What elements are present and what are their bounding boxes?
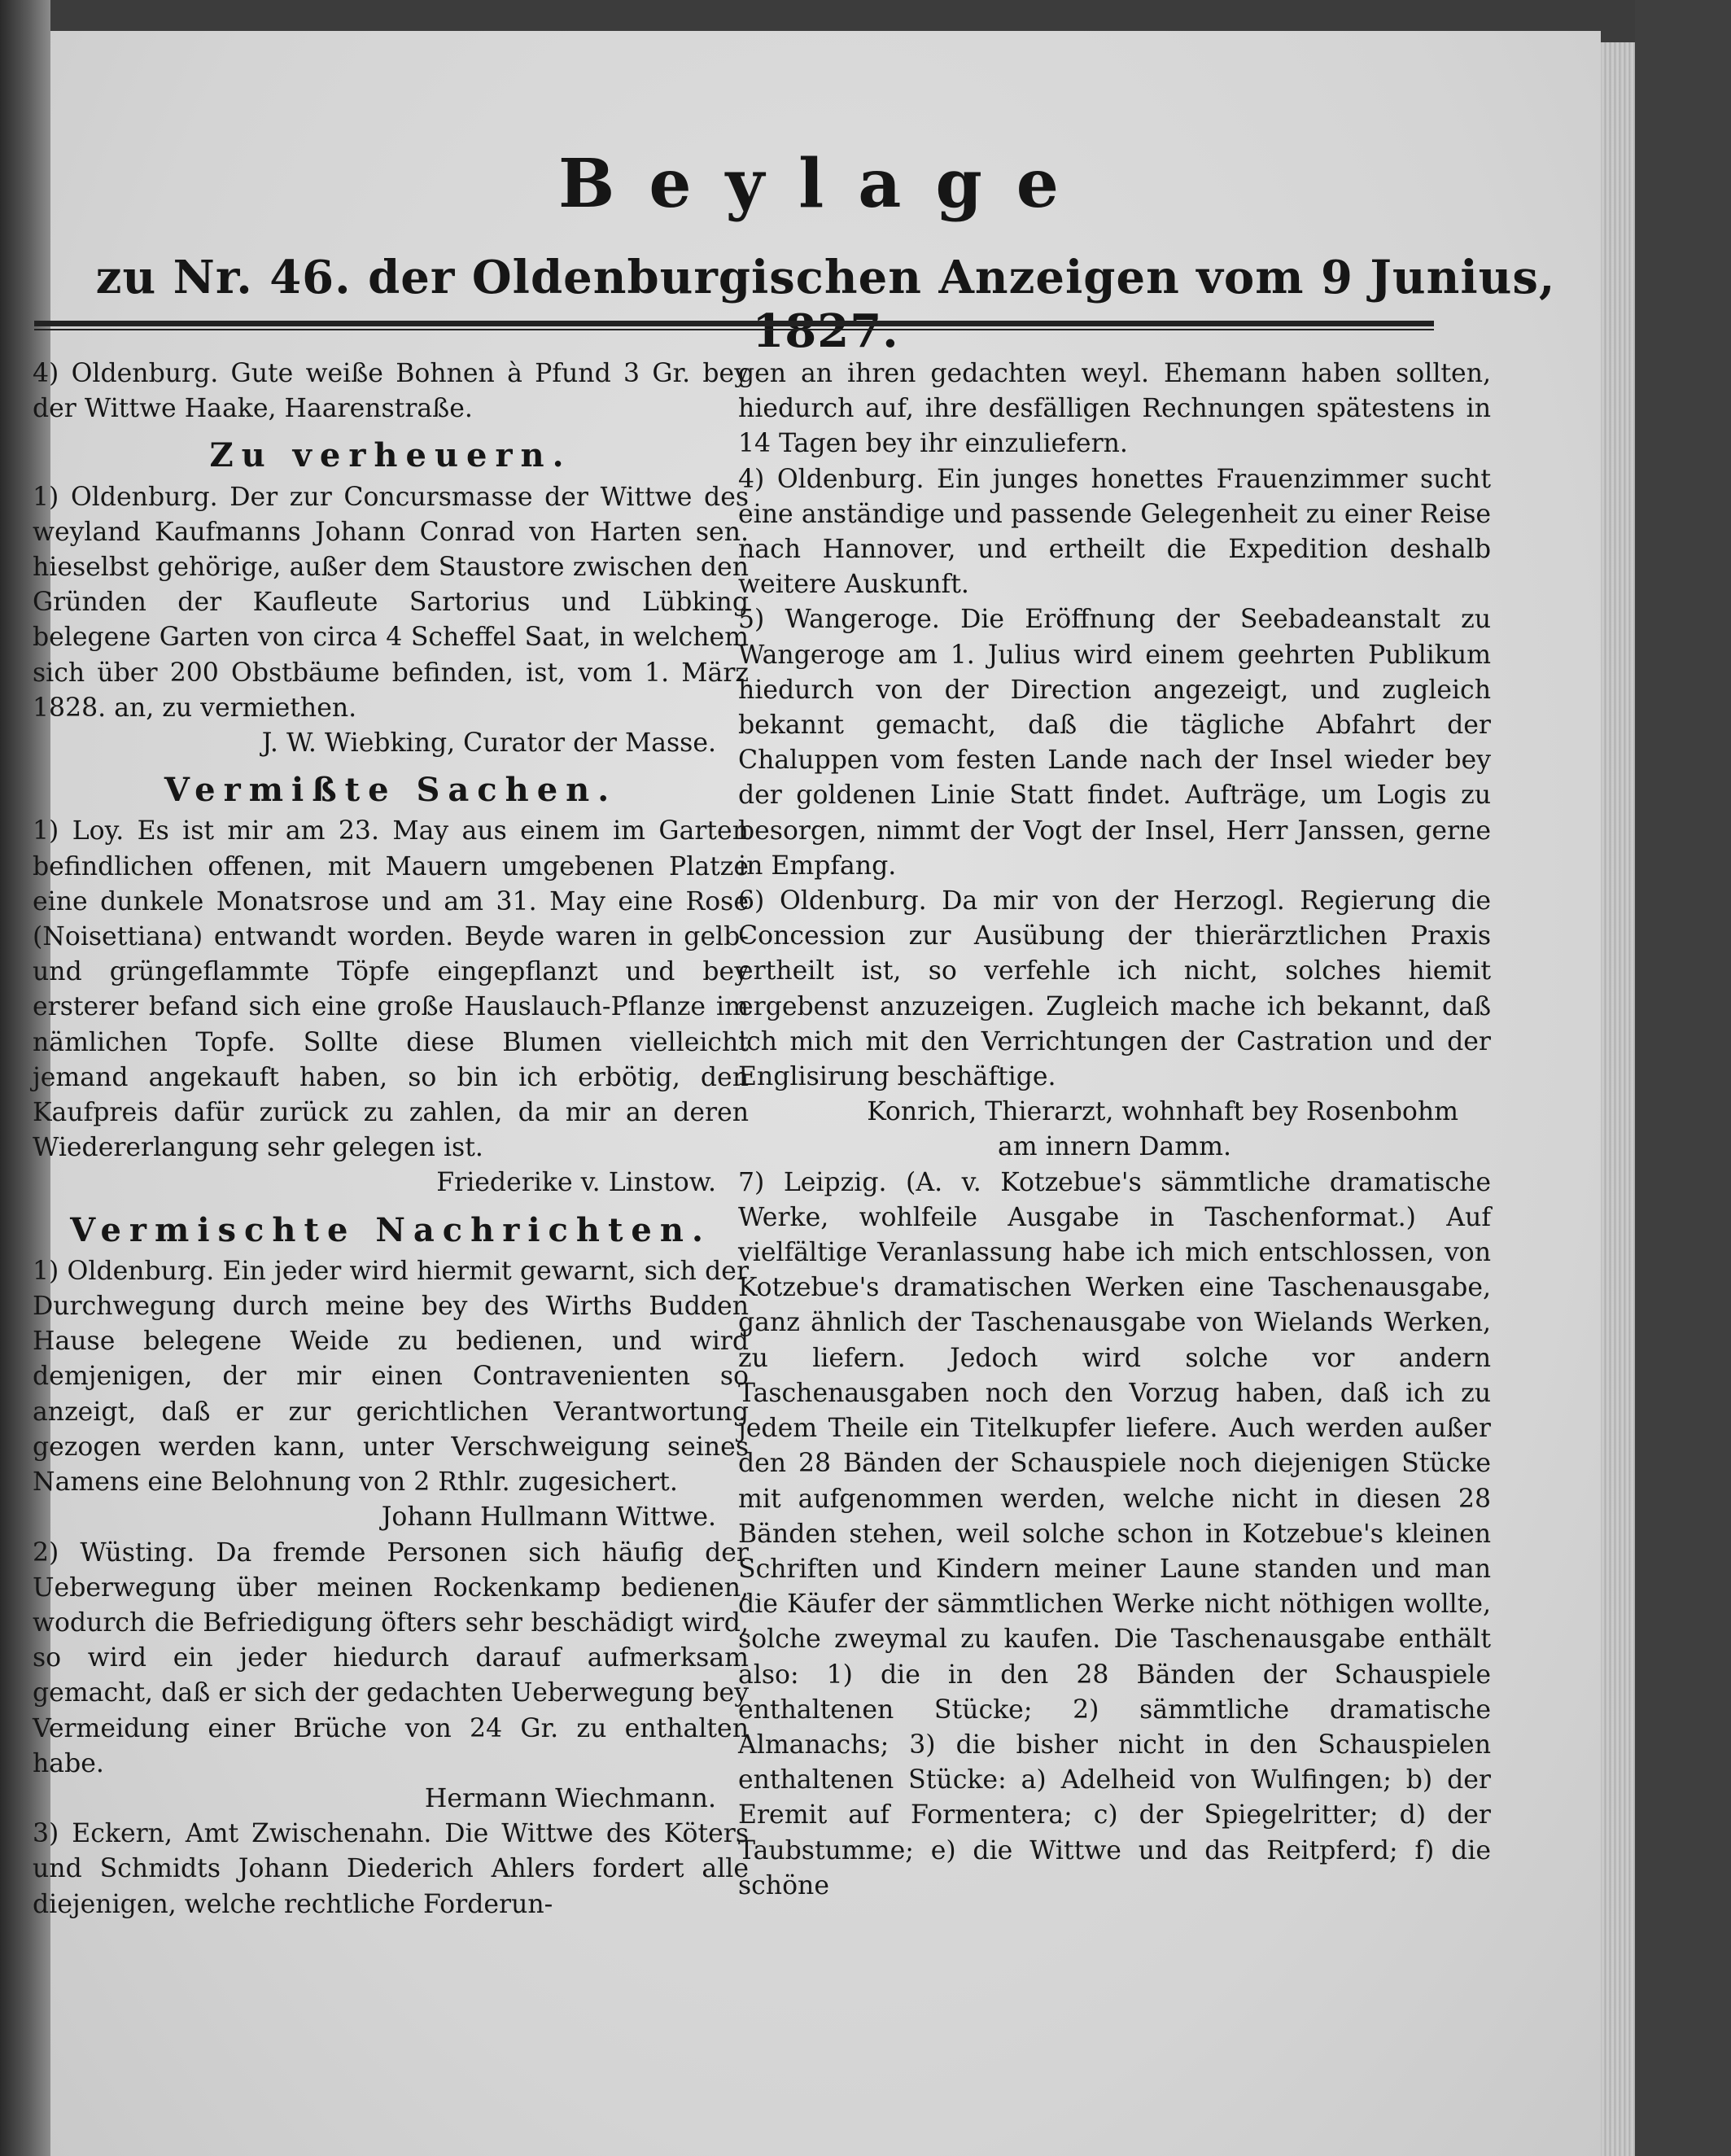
page-subtitle: zu Nr. 46. der Oldenburgischen Anzeigen vom 9 Junius, 1827.: [95, 251, 1556, 358]
scan-edge-right: [1635, 0, 1731, 2156]
notice-eckern: 3) Eckern, Amt Zwischenahn. Die Wittwe des Köters und Schmidts Johann Diederich Ahlers fordert alle diejenigen, welche rechtliche Forderun-: [33, 1819, 749, 1919]
notice-missed-roses: 1) Loy. Es ist mir am 23. May aus einem im Garten befindlichen offenen, mit Mauern umgebenen Platze eine dunkele Monatsrose und am 31. May eine Rose (Noisettiana) entwandt worden. Beyde waren in gelb- und grüngeflammte Töpfe eingepflanzt und bey ersterer befand sich eine große Hauslauch-Pflanze im nämlichen Topfe. Sollte diese Blumen vielleicht jemand angekauft haben, so bin ich erbötig, den Kaufpreis dafür zurück zu zahlen, da mir an deren Wiedererlangung sehr gelegen ist.: [33, 816, 749, 1163]
notice-travel: 4) Oldenburg. Ein junges honettes Frauenzimmer sucht eine anständige und passende Gelegenheit zu einer Reise nach Hannover, und ertheilt die Expedition deshalb weitere Auskunft.: [738, 464, 1491, 600]
notice-beans: 4) Oldenburg. Gute weiße Bohnen à Pfund 3 Gr. bey der Wittwe Haake, Haarenstraße.: [33, 359, 749, 424]
newspaper-page: [33, 31, 1601, 2156]
notice-wangeroge: 5) Wangeroge. Die Eröffnung der Seebadeanstalt zu Wangeroge am 1. Julius wird einem geehrten Publikum hiedurch von der Direction angezeigt, und zugleich bekannt gemacht, daß die tägliche Abfahrt der Chaluppen vom festen Lande nach der Insel wieder bey der goldenen Linie Statt findet. Aufträge, um Logis zu besorgen, nimmt der Vogt der Insel, Herr Janssen, gerne in Empfang.: [738, 605, 1491, 881]
page-stack-edge: [1601, 42, 1635, 2156]
section-heading-misc: Vermischte Nachrichten.: [70, 1210, 711, 1249]
notice-wuesting: 2) Wüsting. Da fremde Personen sich häufig der Ueberwegung über meinen Rockenkamp bedienen, wodurch die Befriedigung öfters sehr beschädigt wird, so wird ein jeder hiedurch darauf aufmerksam gemacht, daß er sich der gedachten Ueberwegung bey Vermeidung einer Brüche von 24 Gr. zu enthalten habe.: [33, 1537, 749, 1778]
signature-linstow: Friederike v. Linstow.: [436, 1168, 716, 1198]
signature-wiebking: J. W. Wiebking, Curator der Masse.: [261, 728, 716, 759]
section-heading-rent: Zu verheuern.: [209, 436, 572, 475]
notice-kotzebue: 7) Leipzig. (A. v. Kotzebue's sämmtliche dramatische Werke, wohlfeile Ausgabe in Taschenformat.) Auf vielfältige Veranlassung habe ich mich entschlossen, von Kotzebue's dramatischen Werken eine Taschenausgabe, ganz ähnlich der Taschenausgabe von Wielands Werken, zu liefern. Jedoch wird solche vor andern Taschenausgaben noch den Vorzug haben, daß ich zu jedem Theile ein Titelkupfer liefere. Auch werden außer den 28 Bänden der Schauspiele noch diejenigen Stücke mit aufgenommen werden, welche nicht in diesen 28 Bänden stehen, weil solche schon in Kotzebue's kleinen Schriften und Kindern meiner Laune standen und man die Käufer der sämmtlichen Werke nicht nöthigen wollte, solche zweymal zu kaufen. Die Taschenausgabe enthält also: 1) die in den 28 Bänden der Schauspiele enthaltenen Stücke; 2) sämmtliche dramatische Almanachs; 3) die bisher nicht in den Schauspielen enthaltenen Stücke: a) Adelheid von Wulfingen; b) der Eremit auf Formentera; c) der Spiegelritter; d) der Taubstumme; e) die Wittwe und das Reitpferd; f) die schöne: [738, 1167, 1491, 1900]
notice-veterinarian: 6) Oldenburg. Da mir von der Herzogl. Regierung die Concession zur Ausübung der thierärztlichen Praxis ertheilt ist, so verfehle ich nicht, solches hiemit ergebenst anzuzeigen. Zugleich mache ich bekannt, daß ich mich mit den Verrichtungen der Castration und der Englisirung beschäftige.: [738, 886, 1491, 1092]
signature-konrich: Konrich, Thierarzt, wohnhaft bey Rosenbohm: [867, 1097, 1458, 1127]
left-column: [33, 356, 749, 1922]
notice-warning-pasture: 1) Oldenburg. Ein jeder wird hiermit gewarnt, sich der Durchwegung durch meine bey des Wirths Budden Hause belegene Weide zu bedienen, und wird demjenigen, der mir einen Contravenienten so anzeigt, daß er zur gerichtlichen Verantwortung gezogen werden kann, unter Verschweigung seines Namens eine Belohnung von 2 Rthlr. zugesichert.: [33, 1256, 749, 1498]
signature-hullmann: Johann Hullmann Wittwe.: [381, 1502, 716, 1533]
signature-konrich-address: am innern Damm.: [997, 1132, 1232, 1162]
notice-garden-rent: 1) Oldenburg. Der zur Concursmasse der Wittwe des weyland Kaufmanns Johann Conrad von Harten sen. hieselbst gehörige, außer dem Staustore zwischen den Gründen der Kaufleute Sartorius und Lübking belegene Garten von circa 4 Scheffel Saat, in welchem sich über 200 Obstbäume befinden, ist, vom 1. März 1828. an, zu vermiethen.: [33, 482, 749, 723]
notice-eckern-continued: gen an ihren gedachten weyl. Ehemann haben sollten, hiedurch auf, ihre desfälligen Rechnungen spätestens in 14 Tagen bey ihr einzuliefern.: [738, 359, 1491, 459]
signature-wiechmann: Hermann Wiechmann.: [424, 1783, 716, 1813]
right-column: [738, 356, 1491, 1904]
section-heading-missed: Vermißte Sachen.: [164, 771, 618, 810]
page-title: Beylage: [558, 145, 1093, 223]
header-rule: [34, 321, 1434, 330]
